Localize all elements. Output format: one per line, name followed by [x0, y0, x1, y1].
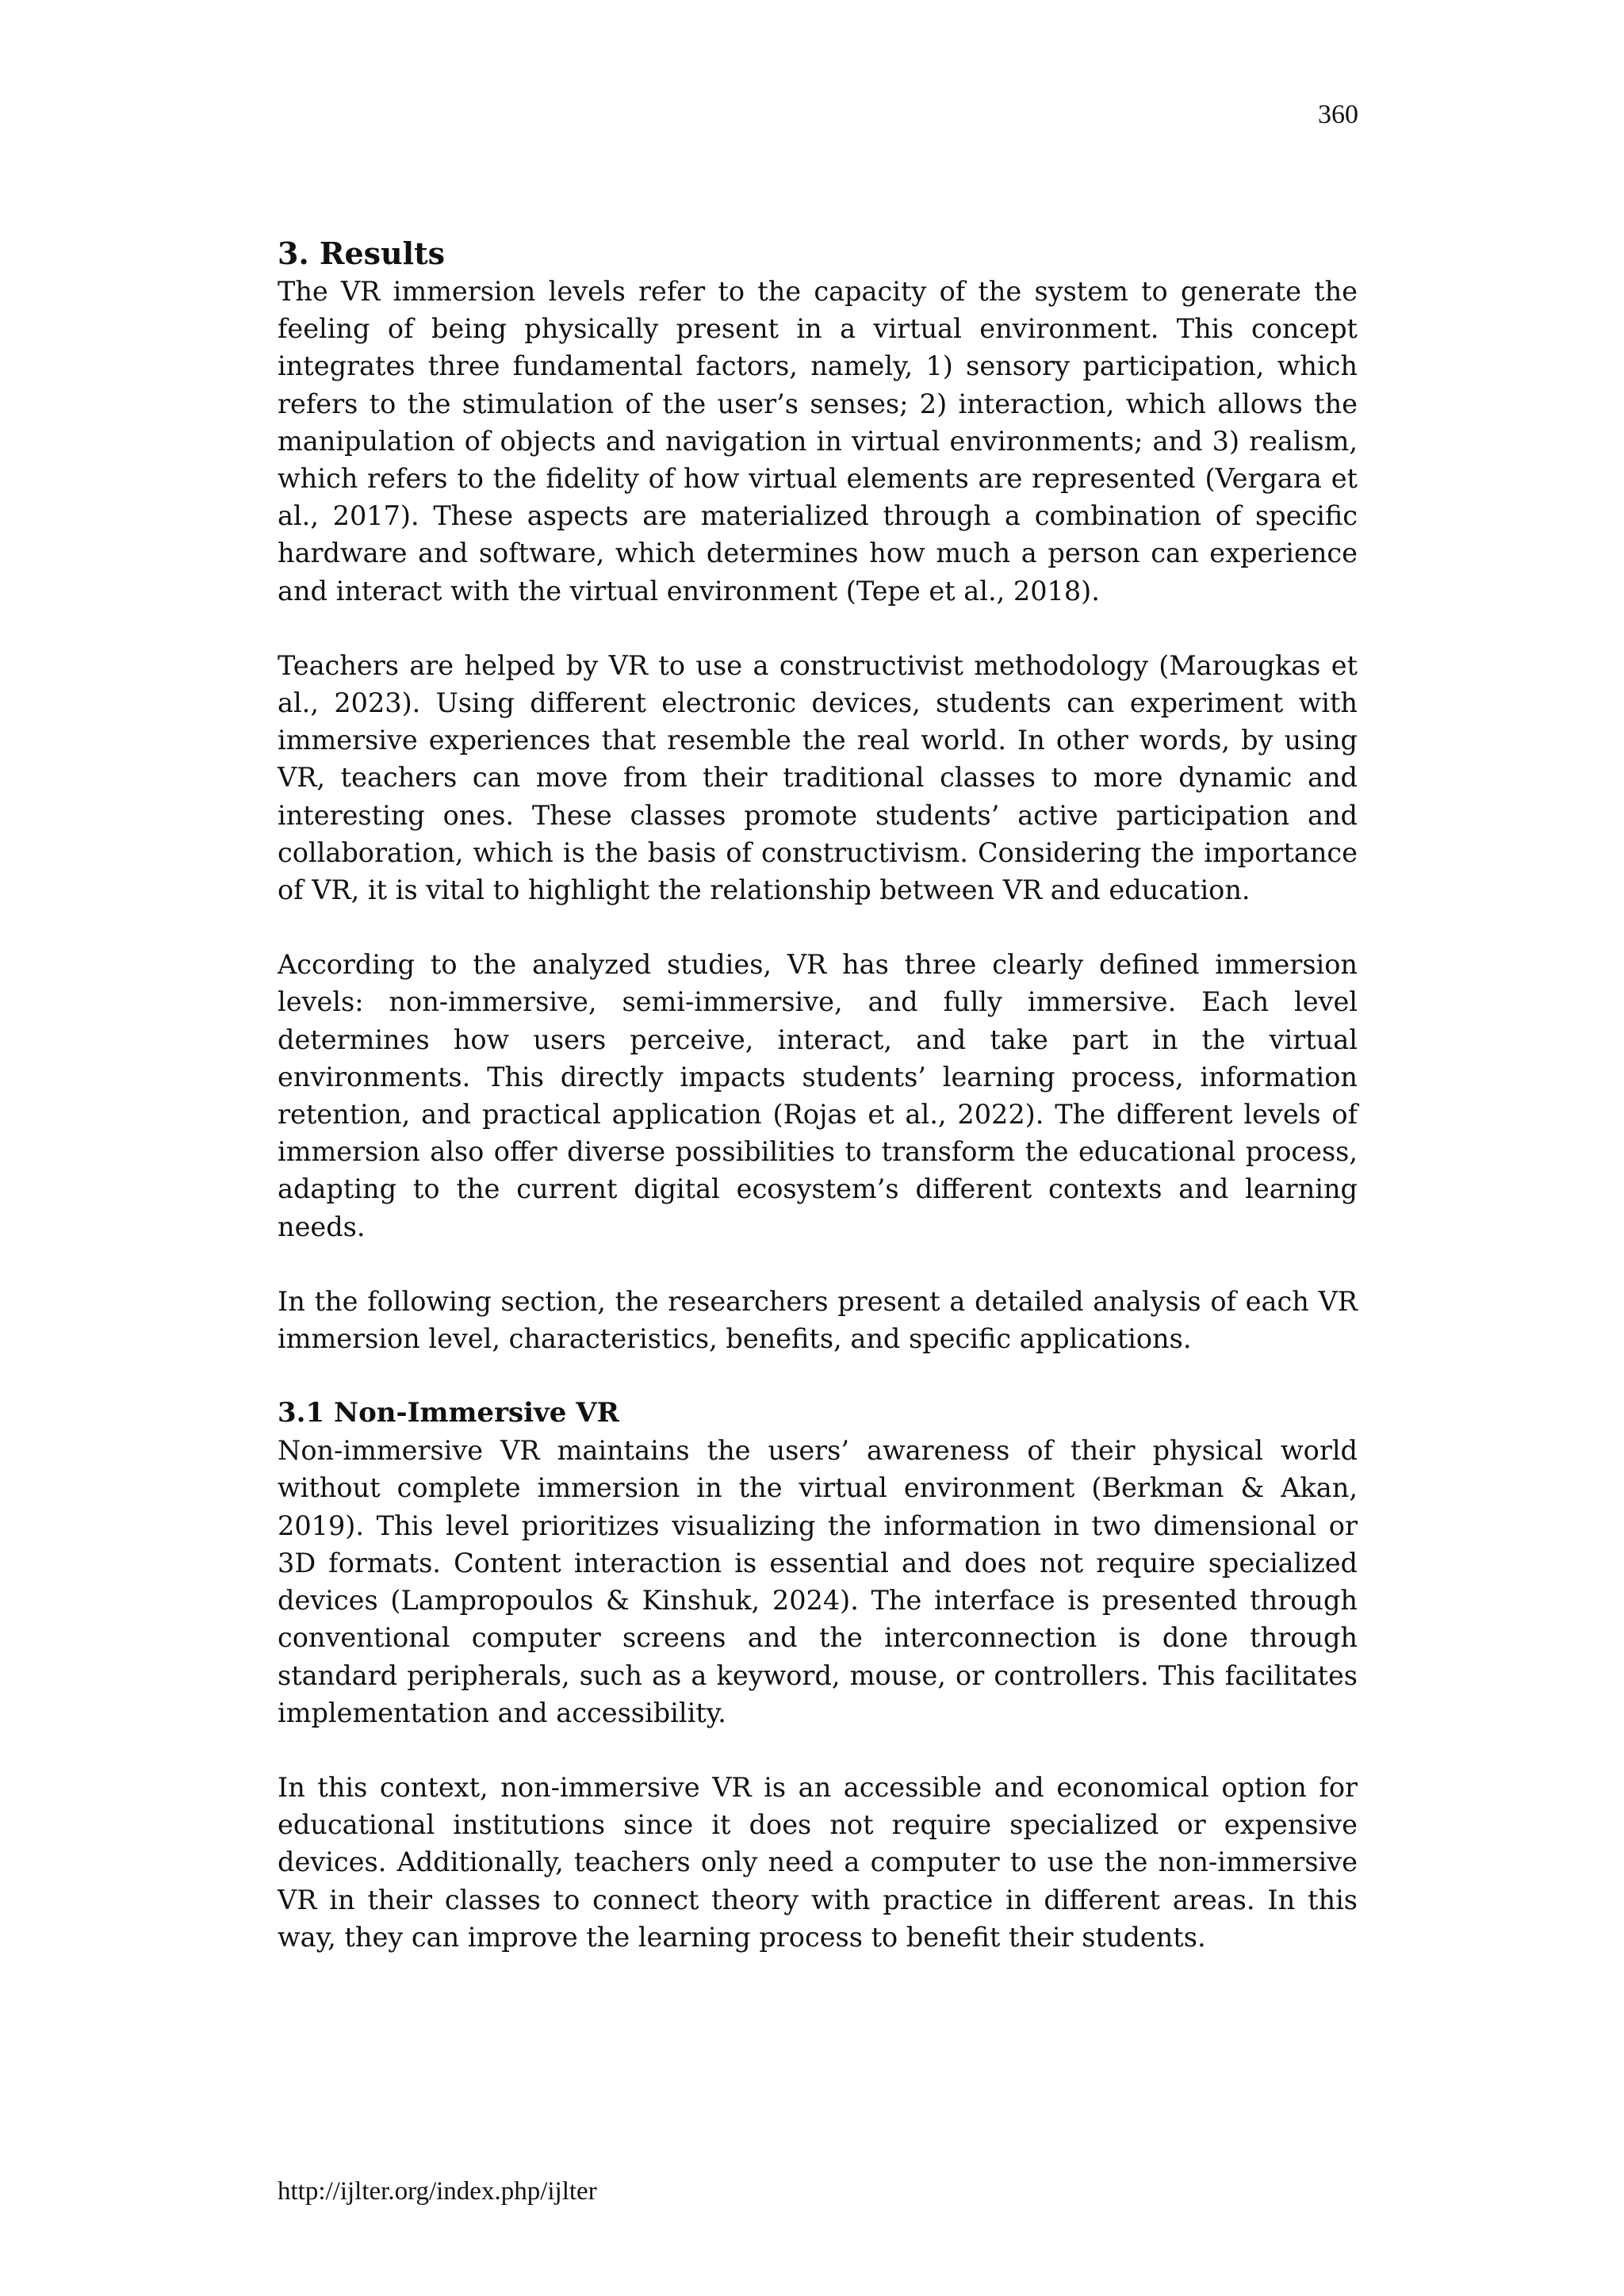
- paragraph-gap: [278, 1357, 1358, 1394]
- results-paragraph-4: In the following section, the researchers present a detailed analysis of each VR immersion level, characteristics, benefits, and specific applications.: [278, 1285, 1358, 1355]
- results-paragraph-1: The VR immersion levels refer to the capacity of the system to generate the feeling of being physically present in a virtual environment. This concept integrates three fundamental factors, namely, 1) sensory participation, which refers to the stimulation of the user’s senses; 2) interaction, which allows the manipulation of objects and navigation in virtual environments; and 3) realism, which refers to the fidelity of how virtual elements are represented (Vergara et al., 2017). These aspects are materialized through a combination of specific hardware and software, which determines how much a person can experience and interact with the virtual environment (Tepe et al., 2018).: [278, 276, 1358, 607]
- footer-url-link[interactable]: http://ijlter.org/index.php/ijlter: [278, 2177, 597, 2206]
- results-paragraph-2: Teachers are helped by VR to use a constructivist methodology (Marougkas et al., 2023). Using different electronic devices, students can experiment with immersive experiences that resemble the real world. In other words, by using VR, teachers can move from their traditional classes to more dynamic and interesting ones. These classes promote students’ active participation and collaboration, which is the basis of constructivism. Considering the importance of VR, it is vital to highlight the relationship between VR and education.: [278, 649, 1358, 906]
- paragraph-gap: [278, 909, 1358, 946]
- page-number: 360: [1318, 100, 1358, 129]
- subsection-heading-non-immersive: 3.1 Non-Immersive VR: [278, 1397, 619, 1429]
- paragraph-gap: [278, 610, 1358, 647]
- paragraph-gap: [278, 1246, 1358, 1283]
- section-heading-results: 3. Results: [278, 235, 446, 271]
- paragraph-gap: [278, 1732, 1358, 1769]
- results-paragraph-3: According to the analyzed studies, VR has three clearly defined immersion levels: non-immersive, semi-immersive, and fully immersive. Each level determines how users perceive, interact, and take part in the virtual environments. This directly impacts students’ learning process, information retention, and practical application (Rojas et al., 2022). The different levels of immersion also offer diverse possibilities to transform the educational process, adapting to the current digital ecosystem’s different contexts and learning needs.: [278, 949, 1358, 1242]
- page-content: [278, 235, 1358, 1956]
- non-immersive-paragraph-2: In this context, non-immersive VR is an accessible and economical option for educational institutions since it does not require specialized or expensive devices. Additionally, teachers only need a computer to use the non-immersive VR in their classes to connect theory with practice in different areas. In this way, they can improve the learning process to benefit their students.: [278, 1771, 1358, 1953]
- non-immersive-paragraph-1: Non-immersive VR maintains the users’ awareness of their physical world without complete immersion in the virtual environment (Berkman & Akan, 2019). This level prioritizes visualizing the information in two dimensional or 3D formats. Content interaction is essential and does not require specialized devices (Lampropoulos & Kinshuk, 2024). The interface is presented through conventional computer screens and the interconnection is done through standard peripherals, such as a keyword, mouse, or controllers. This facilitates implementation and accessibility.: [278, 1435, 1358, 1728]
